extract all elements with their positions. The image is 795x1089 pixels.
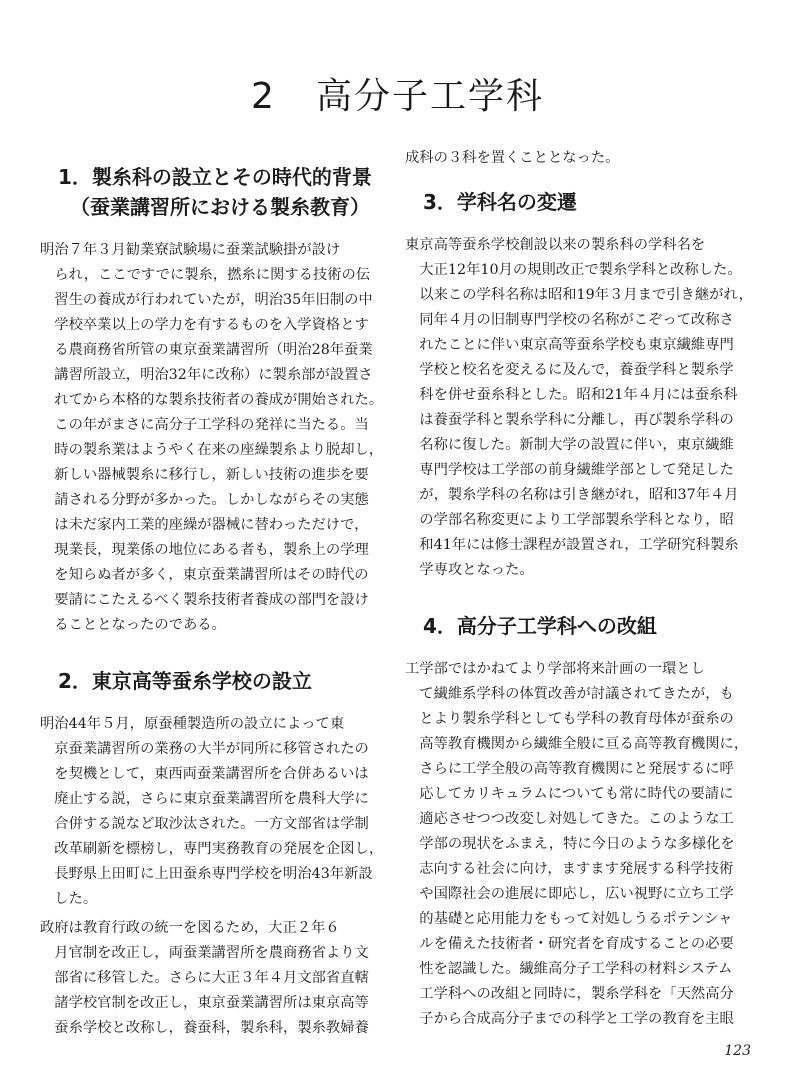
text-line: 明治７年３月勧業寮試験場に蚕業試験掛が設け (40, 242, 341, 258)
text-line: の学部名称変更により工学部製糸学科となり，昭 (419, 512, 734, 528)
text-line: この年がまさに高分子工学科の発祥に当たる。当 (54, 417, 369, 433)
text-line: 諸学校官制を改正し，東京蚕業講習所は東京高等 (54, 995, 369, 1011)
text-line: 廃止する説，さらに東京蚕業講習所を農科大学に (54, 791, 369, 807)
text-line: れてから本格的な製糸技術者の養成が開始された。 (54, 392, 384, 408)
text-line: 講習所設立，明治32年に改称）に製糸部が設置さ (54, 367, 373, 383)
text-line: とより製糸学科としても学科の教育母体が蚕糸の (419, 711, 734, 727)
text-line: 長野県上田町に上田蚕糸専門学校を明治43年新設 (54, 866, 373, 882)
text-line: 東京高等蚕糸学校創設以来の製糸科の学科名を (405, 237, 706, 253)
text-line: は養蚕学科と製糸学科に分離し，再び製糸学科の (419, 412, 734, 428)
text-line: 和41年には修士課程が設置され，工学研究科製糸 (419, 537, 739, 553)
text-line: られ，ここですでに製糸，撚糸に関する技術の伝 (54, 267, 371, 283)
text-line: 大正12年10月の規則改正で製糸学科と改称した。 (419, 262, 742, 278)
text-line: は未だ家内工業的座繰が器械に替わっただけで， (54, 517, 369, 533)
section-2-continuation (405, 146, 745, 171)
left-column (40, 162, 384, 1041)
text-line: 高等教育機関から繊維全般に亘る高等教育機関に， (419, 736, 749, 752)
section-4-heading: 4．高分子工学科への改組 (423, 614, 657, 638)
text-line: 部省に移管した。さらに大正３年４月文部省直轄 (54, 970, 369, 986)
section-1-heading (58, 162, 380, 222)
text-line: 専門学校は工学部の前身繊維学部として発足した (419, 462, 734, 478)
text-line: 合併する説など取沙汰された。一方文部省は学制 (54, 816, 369, 832)
text-line: 京蚕業講習所の業務の大半が同所に移管されたの (54, 741, 369, 757)
text-line: 科を併せ蚕糸科とした。昭和21年４月には蚕糸科 (419, 387, 738, 403)
section-2-paragraph-1 (40, 712, 384, 912)
section-3-heading: 3．学科名の変遷 (423, 190, 577, 214)
text-line: 成科の３科を置くこととなった。 (405, 150, 620, 166)
section-4-paragraph (405, 657, 749, 1032)
text-line: 性を認識した。繊維高分子工学科の材料システム (419, 961, 733, 977)
section-3-paragraph (405, 233, 753, 583)
text-line: した。 (54, 891, 98, 907)
text-line: 名称に復した。新制大学の設置に伴い，東京繊維 (419, 437, 734, 453)
text-line: 時の製糸業はようやく在来の座繰製糸より脱却し， (54, 442, 384, 458)
text-line: 新しい器械製糸に移行し，新しい技術の進歩を要 (54, 467, 369, 483)
section-2-paragraph-2 (40, 916, 380, 1041)
text-line: 習生の養成が行われていたが，明治35年旧制の中 (54, 292, 373, 308)
text-line: 学校と校名を変えるに及んで，養蚕学科と製糸学 (419, 362, 734, 378)
text-line: 蚕糸学校と改称し，養蚕科，製糸科，製糸教婦養 (54, 1020, 369, 1036)
page-number: 123 (724, 1043, 751, 1059)
text-line: 学専攻となった。 (419, 562, 534, 578)
text-line: 現業長，現業係の地位にある者も，製糸上の学理 (54, 542, 369, 558)
section-1-subtitle: （蚕業講習所における製糸教育） (70, 195, 370, 219)
section-2-heading: 2．東京高等蚕糸学校の設立 (58, 669, 312, 693)
chapter-name: 高分子工学科 (315, 76, 544, 117)
text-line: る農商務省所管の東京蚕業講習所（明治28年蚕業 (54, 342, 373, 358)
text-line: 適応させつつ改変し対処してきた。このような工 (419, 811, 734, 827)
text-line: や国際社会の進展に即応し，広い視野に立ち工学 (419, 886, 734, 902)
text-line: 工学部ではかねてより学部将来計画の一環とし (405, 661, 705, 677)
text-line: を契機として，東西両蚕業講習所を合併あるいは (54, 766, 369, 782)
text-line: 子から合成高分子までの科学と工学の教育を主眼 (419, 1011, 734, 1027)
text-line: ることとなったのである。 (54, 617, 226, 633)
text-line: 同年４月の旧制専門学校の名称がこぞって改称さ (419, 312, 734, 328)
text-line: 明治44年５月，原蚕種製造所の設立によって東 (40, 716, 345, 732)
section-1-paragraph (40, 238, 384, 638)
text-line: 請される分野が多かった。しかしながらその実態 (54, 492, 369, 508)
text-line: 以来この学科名称は昭和19年３月まで引き継がれ， (419, 287, 753, 303)
text-line: 工学科への改組と同時に，製糸学科を「天然高分 (419, 986, 734, 1002)
text-line: を知らぬ者が多く，東京蚕業講習所はその時代の (54, 567, 369, 583)
text-line: 学校卒業以上の学力を有するものを入学資格とす (54, 317, 369, 333)
text-line: 政府は教育行政の統一を図るため，大正２年６ (40, 920, 340, 936)
text-line: が，製糸学科の名称は引き継がれ，昭和37年４月 (419, 487, 739, 503)
section-1-title: 1．製糸科の設立とその時代的背景 (58, 165, 372, 189)
text-line: 志向する社会に向け，ますます発展する科学技術 (419, 861, 734, 877)
text-line: 応してカリキュラムについても常に時代の要請に (419, 786, 734, 802)
text-line: て繊維系学科の体質改善が討議されてきたが，も (419, 686, 734, 702)
text-line: 月官制を改正し，両蚕業講習所を農商務省より文 (54, 945, 369, 961)
chapter-title (0, 68, 795, 119)
text-line: さらに工学全般の高等教育機関にと発展するに呼 (419, 761, 734, 777)
right-column (405, 146, 753, 1032)
text-line: 的基礎と応用能力をもって対処しうるポテンシャ (419, 911, 733, 927)
text-line: 学部の現状をふまえ，特に今日のような多様化を (419, 836, 735, 852)
text-line: 改革刷新を標榜し，専門実務教育の発展を企図し， (54, 841, 384, 857)
text-line: れたことに伴い東京高等蚕糸学校も東京繊維専門 (419, 337, 734, 353)
chapter-number: 2 (251, 76, 276, 117)
text-line: ルを備えた技術者・研究者を育成することの必要 (419, 936, 734, 952)
text-line: 要請にこたえるべく製糸技術者養成の部門を設け (54, 592, 369, 608)
